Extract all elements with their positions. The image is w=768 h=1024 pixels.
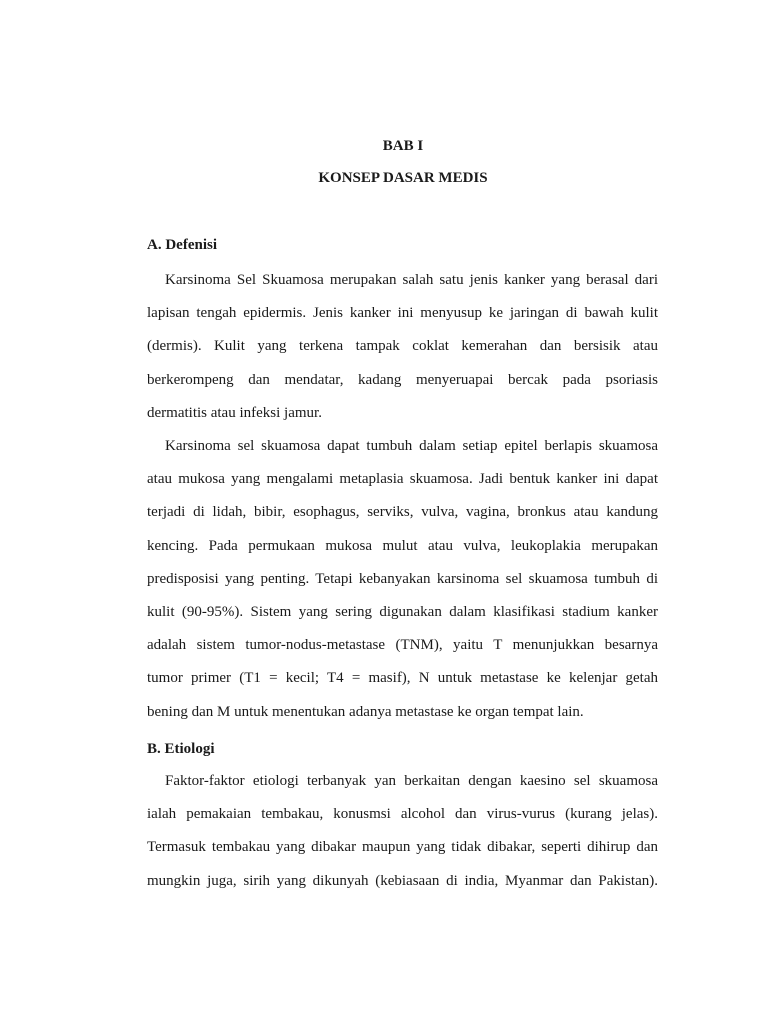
chapter-heading: BAB I bbox=[382, 138, 424, 154]
text-line: kulit (90-95%). Sistem yang sering digunakan dalam klasifikasi stadium kanker bbox=[147, 603, 658, 620]
paragraph-etiologi-1 bbox=[147, 765, 658, 898]
text-line: Karsinoma Sel Skuamosa merupakan salah satu jenis kanker yang berasal dari bbox=[165, 272, 658, 288]
text-line: berkerompeng dan mendatar, kadang menyeruapai bercak pada psoriasis bbox=[147, 371, 658, 388]
text-line: adalah sistem tumor-nodus-metastase (TNM), yaitu T menunjukkan besarnya bbox=[147, 637, 658, 654]
text-line: mungkin juga, sirih yang dikunyah (kebiasaan di india, Myanmar dan Pakistan). bbox=[147, 872, 658, 889]
text-line: lapisan tengah epidermis. Jenis kanker ini menyusup ke jaringan di bawah kulit bbox=[147, 305, 658, 322]
text-line: dermatitis atau infeksi jamur. bbox=[147, 404, 322, 421]
section-title-etiologi: B. Etiologi bbox=[147, 741, 215, 757]
section-title-defenisi: A. Defenisi bbox=[147, 237, 217, 253]
text-line: tumor primer (T1 = kecil; T4 = masif), N untuk metastase ke kelenjar getah bbox=[147, 670, 658, 687]
text-line: Karsinoma sel skuamosa dapat tumbuh dalam setiap epitel berlapis skuamosa bbox=[165, 438, 658, 454]
chapter-title: KONSEP DASAR MEDIS bbox=[318, 170, 488, 186]
text-line: (dermis). Kulit yang terkena tampak coklat kemerahan dan bersisik atau bbox=[147, 338, 658, 355]
paragraph-defenisi-1 bbox=[147, 264, 658, 430]
text-line: terjadi di lidah, bibir, esophagus, serviks, vulva, vagina, bronkus atau kandung bbox=[147, 504, 658, 521]
text-line: ialah pemakaian tembakau, konusmsi alcohol dan virus-vurus (kurang jelas). bbox=[147, 806, 658, 823]
text-line: Termasuk tembakau yang dibakar maupun yang tidak dibakar, seperti dihirup dan bbox=[147, 839, 658, 856]
text-line: bening dan M untuk menentukan adanya metastase ke organ tempat lain. bbox=[147, 703, 584, 720]
text-line: kencing. Pada permukaan mukosa mulut atau vulva, leukoplakia merupakan bbox=[147, 537, 658, 554]
text-line: atau mukosa yang mengalami metaplasia skuamosa. Jadi bentuk kanker ini dapat bbox=[147, 471, 658, 488]
text-line: Faktor-faktor etiologi terbanyak yan berkaitan dengan kaesino sel skuamosa bbox=[165, 773, 658, 789]
paragraph-defenisi-2 bbox=[147, 430, 658, 729]
text-line: predisposisi yang penting. Tetapi kebanyakan karsinoma sel skuamosa tumbuh di bbox=[147, 570, 658, 587]
